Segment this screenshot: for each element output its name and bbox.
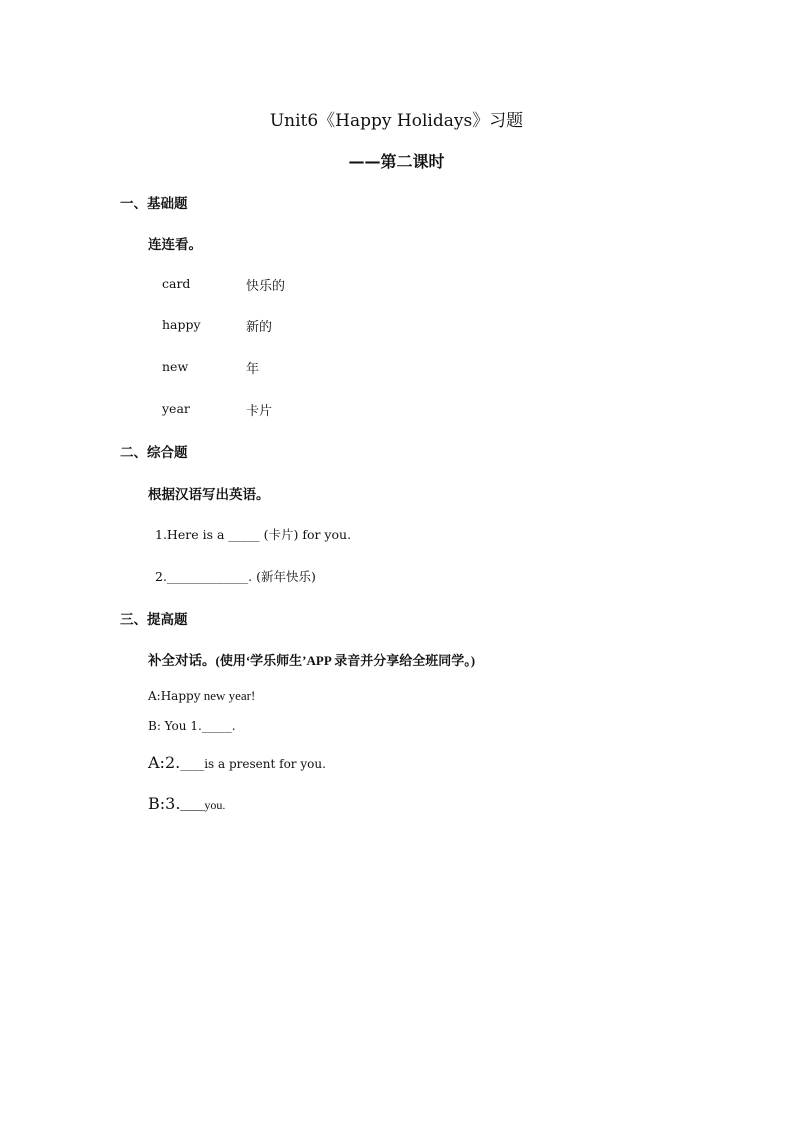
match-en-3: new <box>162 359 189 374</box>
match-cn-3: 年 <box>246 362 260 377</box>
match-en-4: year <box>162 401 190 416</box>
dialog-speaker: A:Happy <box>148 689 201 703</box>
section3-instruction-main: 补全对话。 <box>148 653 216 669</box>
document-subtitle <box>0 149 793 172</box>
dialog-text: ____is a present for you. <box>180 757 326 771</box>
document-title <box>0 106 793 131</box>
dialog-speaker: B: You 1. <box>148 719 202 733</box>
section1-heading: 一、基础题 <box>120 196 188 212</box>
match-cn-4: 卡片 <box>246 404 273 419</box>
dialog-text: new year! <box>200 688 256 703</box>
section3-heading: 三、提高题 <box>120 612 188 628</box>
match-cn-1: 快乐的 <box>246 279 286 294</box>
dialog-speaker: A:2. <box>148 753 181 772</box>
section1-instruction: 连连看。 <box>148 237 202 253</box>
dialog-text: _____. <box>201 719 236 733</box>
title-text: Unit6《Happy Holidays》习题 <box>269 111 524 131</box>
section3-instruction-note: (使用‘学乐师生’APP 录音并分享给全班同学。) <box>215 653 476 668</box>
dialog-line-4 <box>148 794 225 813</box>
dialog-line-1 <box>148 688 255 704</box>
match-en-2: happy <box>162 317 201 332</box>
section3-instruction <box>148 649 475 669</box>
fill-item-2: 2._____________. (新年快乐) <box>155 569 316 584</box>
dialog-speaker: B:3. <box>148 794 181 813</box>
dialog-line-3 <box>148 753 326 772</box>
match-en-1: card <box>162 276 191 291</box>
dialog-line-2 <box>148 719 236 733</box>
section2-heading: 二、综合题 <box>120 445 188 461</box>
match-cn-2: 新的 <box>246 320 273 335</box>
dialog-text: ____you. <box>180 798 226 812</box>
section2-instruction: 根据汉语写出英语。 <box>148 487 270 503</box>
subtitle-text: ——第二课时 <box>348 152 445 171</box>
fill-item-1: 1.Here is a _____ (卡片) for you. <box>155 527 352 542</box>
